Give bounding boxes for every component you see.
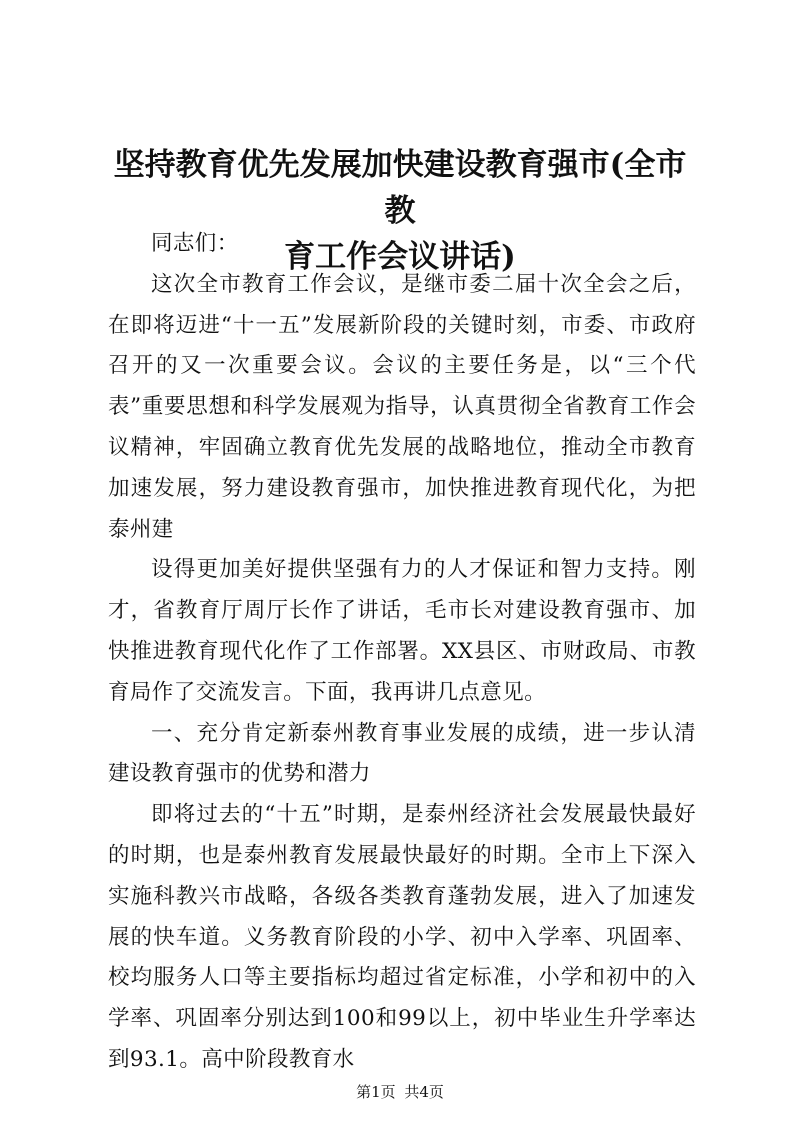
document-body (108, 224, 696, 1081)
paragraph-intro: 这次全市教育工作会议，是继市委二届十次全会之后，在即将迈进“十一五”发展新阶段的关键时刻，市委、市政府召开的又一次重要会议。会议的主要任务是，以“三个代表”重要思想和科学发展观为指导，认真贯彻全省教育工作会议精神，牢固确立教育优先发展的战略地位，推动全市教育加速发展，努力建设教育强市，加快推进教育现代化，为把泰州建 (108, 271, 696, 542)
title-line-2: 育工作会议讲话) (284, 239, 516, 275)
title-line-1: 坚持教育优先发展加快建设教育强市(全市教 (113, 147, 687, 229)
paragraph-section-1: 即将过去的“十五”时期，是泰州经济社会发展最快最好的时期，也是泰州教育发展最快最好的时期。全市上下深入实施科教兴市战略，各级各类教育蓬勃发展，进入了加速发展的快车道。义务教育阶段的小学、初中入学率、巩固率、校均服务人口等主要指标均超过省定标准，小学和初中的入学率、巩固率分别达到100和99以上，初中毕业生升学率达到93.1。高中阶段教育水 (108, 802, 696, 1072)
page-total: 共4页 (404, 1083, 444, 1101)
section-heading-1: 一、充分肯定新泰州教育事业发展的成绩，进一步认清建设教育强市的优势和潜力 (108, 720, 696, 787)
page-footer (0, 1082, 800, 1102)
page-number: 第1页 (356, 1083, 396, 1101)
paragraph-continuation: 设得更加美好提供坚强有力的人才保证和智力支持。刚才，省教育厅周厅长作了讲话，毛市长对建设教育强市、加快推进教育现代化作了工作部署。XX县区、市财政局、市教育局作了交流发言。下面，我再讲几点意见。 (108, 557, 696, 705)
salutation: 同志们： (151, 231, 239, 256)
